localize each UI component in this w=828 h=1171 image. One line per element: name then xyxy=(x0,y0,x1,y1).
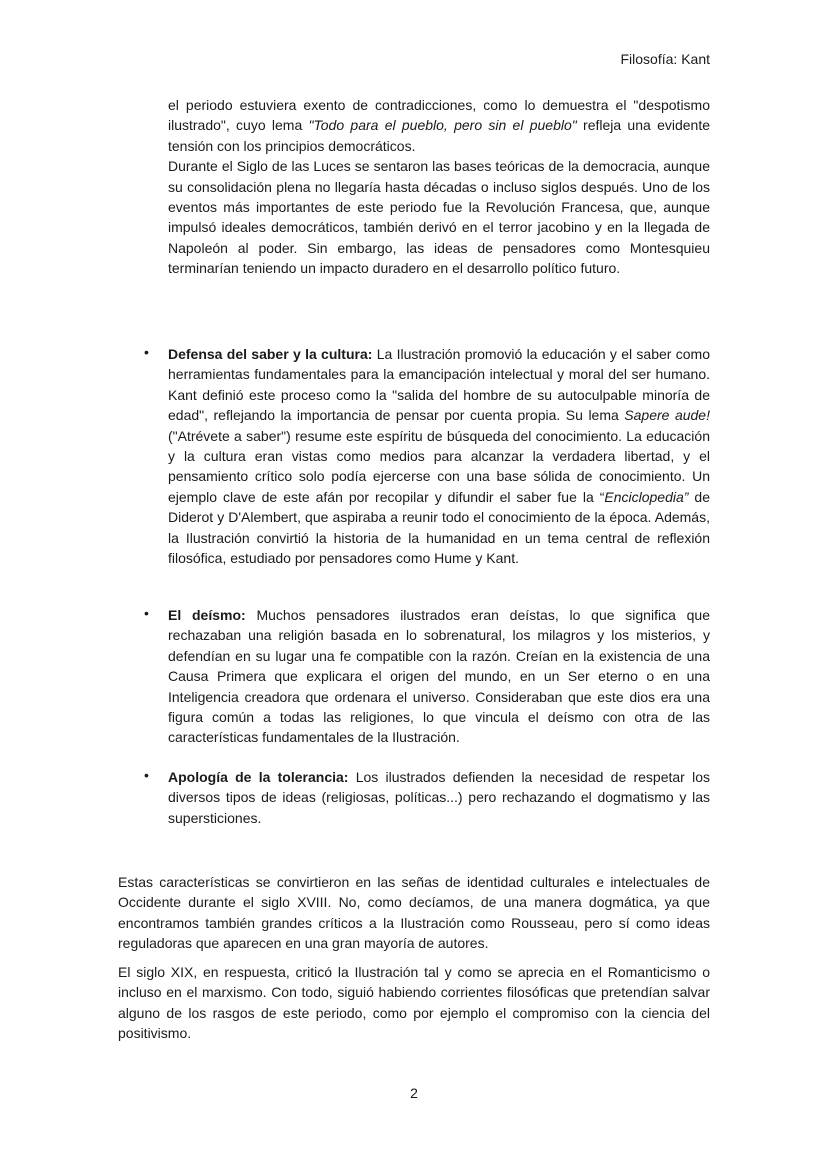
bullet-item-deismo xyxy=(168,605,710,748)
running-header: Filosofía: Kant xyxy=(620,51,710,67)
closing-paragraph-1: Estas características se convirtieron en las señas de identidad culturales e intelectuales de Occidente durante el siglo XVIII. No, como decíamos, de una manera dogmática, ya que encontramos también grandes críticos a la Ilustración como Rousseau, pero sí como ideas reguladoras que aparecen en una gran mayoría de autores. xyxy=(118,874,710,952)
text-run: ("Atrévete a saber") resume este espíritu de búsqueda del conocimiento. La educación y la cultura eran vistas como medios para alcanzar la verdadera libertad, y el pensamiento crítico solo podía ejercerse con una base sólida de conocimiento. Un ejemplo clave de este afán por recopilar y difundir el saber fue la “ xyxy=(168,427,710,505)
text-run: refleja una evidente tensión con los principios democráticos. xyxy=(168,117,711,154)
bullet-item-saber xyxy=(168,344,710,568)
italic-run: Sapere aude! xyxy=(624,407,710,424)
intro-paragraph-1 xyxy=(168,95,710,156)
italic-run: Enciclopedia” xyxy=(604,488,689,505)
bullet-icon: • xyxy=(144,605,149,621)
text-run: La Ilustración promovió la educación y el saber como herramientas fundamentales para la emancipación intelectual y moral del ser humano. Kant definió este proceso como la "salida del hombre de su autoculpable minoría de edad", reflejando la importancia de pensar por cuenta propia. Su lema xyxy=(168,346,710,424)
intro-section xyxy=(168,95,710,279)
bullet-item-tolerancia xyxy=(168,767,710,828)
bullet-title: Defensa del saber y la cultura: xyxy=(168,346,373,362)
text-run: el periodo estuviera exento de contradicciones, como lo demuestra el "despotismo ilustrado", cuyo lema xyxy=(168,97,710,134)
text-run: Muchos pensadores ilustrados eran deístas, lo que significa que rechazaban una religión basada en lo sobrenatural, los milagros y los misterios, y defendían en su lugar una fe compatible con la razón. Creían en la existencia de una Causa Primera que explicara el origen del mundo, en un Ser eterno o en una Inteligencia creadora que ordenara el universo. Consideraban que este dios era una figura común a todas las religiones, lo que vincula el deísmo con otra de las características fundamentales de la Ilustración. xyxy=(168,607,710,746)
bullet-icon: • xyxy=(144,767,149,783)
motto-quote: "Todo para el pueblo, pero sin el pueblo" xyxy=(308,117,577,134)
bullet-icon: • xyxy=(144,344,149,360)
bullet-title: El deísmo: xyxy=(168,607,246,623)
intro-paragraph-2: Durante el Siglo de las Luces se sentaron las bases teóricas de la democracia, aunque su consolidación plena no llegaría hasta décadas o incluso siglos después. Uno de los eventos más importantes de este periodo fue la Revolución Francesa, que, aunque impulsó ideales democráticos, también derivó en el terror jacobino y en la llegada de Napoleón al poder. Sin embargo, las ideas de pensadores como Montesquieu terminarían teniendo un impacto duradero en el desarrollo político futuro. xyxy=(168,158,710,277)
text-run: de Diderot y D'Alembert, que aspiraba a reunir todo el conocimiento de la época. Además, la Ilustración convirtió la historia de la humanidad en un tema central de reflexión filosófica, estudiado por pensadores como Hume y Kant. xyxy=(168,488,710,567)
page-number: 2 xyxy=(410,1085,418,1101)
closing-paragraph-2: El siglo XIX, en respuesta, criticó la Ilustración tal y como se aprecia en el Romanticismo o incluso en el marxismo. Con todo, siguió habiendo corrientes filosóficas que pretendían salvar alguno de los rasgos de este periodo, como por ejemplo el compromiso con la ciencia del positivismo. xyxy=(118,964,710,1042)
text-run: Los ilustrados defienden la necesidad de respetar los diversos tipos de ideas (religiosas, políticas...) pero rechazando el dogmatismo y las supersticiones. xyxy=(168,769,710,826)
bullet-title: Apología de la tolerancia: xyxy=(168,769,349,785)
